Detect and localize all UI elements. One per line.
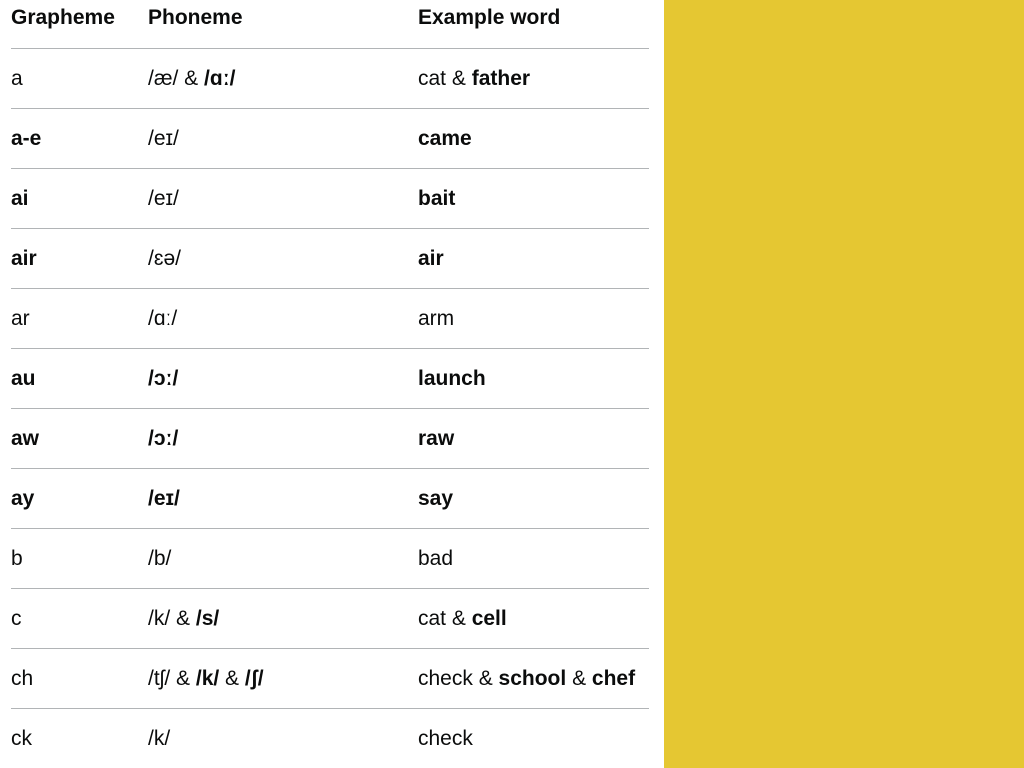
bold-text-segment: bait: [418, 186, 456, 210]
example-word-cell: [418, 589, 649, 649]
bold-text-segment: /ɔː/: [148, 366, 179, 390]
bold-text-segment: came: [418, 126, 472, 150]
grapheme-cell: [11, 109, 148, 169]
example-word-cell: [418, 289, 649, 349]
example-word-cell: [418, 649, 649, 709]
grapheme-cell: [11, 469, 148, 529]
example-word-cell: [418, 349, 649, 409]
text-segment: bad: [418, 546, 454, 570]
header-grapheme: Grapheme: [11, 6, 115, 29]
bold-text-segment: /ɑː/: [204, 66, 236, 90]
bold-text-segment: a-e: [11, 126, 42, 150]
text-segment: b: [11, 546, 23, 570]
grapheme-cell: [11, 349, 148, 409]
grapheme-cell: [11, 529, 148, 589]
table-row: [11, 289, 649, 349]
grapheme-cell: [11, 229, 148, 289]
text-segment: /ɛə/: [148, 246, 181, 270]
bold-text-segment: air: [418, 246, 444, 270]
phoneme-cell: [148, 109, 418, 169]
bold-text-segment: /ɔː/: [148, 426, 179, 450]
bold-text-segment: father: [471, 66, 531, 90]
text-segment: /k/: [148, 726, 171, 750]
bold-text-segment: cell: [471, 606, 507, 630]
grapheme-cell: [11, 649, 148, 709]
text-segment: arm: [418, 306, 455, 330]
example-word-cell: [418, 409, 649, 469]
bold-text-segment: raw: [418, 426, 455, 450]
grapheme-cell: [11, 169, 148, 229]
table-row: [11, 649, 649, 709]
table-row: [11, 169, 649, 229]
example-word-cell: [418, 229, 649, 289]
bold-text-segment: /s/: [195, 606, 220, 630]
text-segment: /tʃ/ &: [148, 666, 196, 690]
text-segment: check &: [418, 666, 499, 690]
table-row: [11, 529, 649, 589]
example-word-cell: [418, 469, 649, 529]
bold-text-segment: /k/: [195, 666, 220, 690]
table-row: [11, 409, 649, 469]
phoneme-cell: [148, 349, 418, 409]
text-segment: a: [11, 66, 23, 90]
table-row: [11, 349, 649, 409]
text-segment: /eɪ/: [148, 186, 179, 210]
table-row: [11, 709, 649, 768]
text-segment: ch: [11, 666, 34, 690]
table-row: [11, 469, 649, 529]
phoneme-cell: [148, 229, 418, 289]
bold-text-segment: /eɪ/: [148, 486, 180, 510]
grapheme-cell: [11, 49, 148, 109]
text-segment: &: [219, 666, 245, 690]
phoneme-cell: [148, 589, 418, 649]
bold-text-segment: school: [498, 666, 567, 690]
bold-text-segment: chef: [591, 666, 636, 690]
phoneme-cell: [148, 409, 418, 469]
table-row: [11, 49, 649, 109]
bold-text-segment: say: [418, 486, 454, 510]
example-word-cell: [418, 709, 649, 768]
phoneme-cell: [148, 709, 418, 768]
text-segment: cat &: [418, 606, 472, 630]
phoneme-cell: [148, 289, 418, 349]
phoneme-cell: [148, 469, 418, 529]
table-row: [11, 589, 649, 649]
header-phoneme: Phoneme: [148, 6, 243, 29]
table-body: [11, 49, 649, 768]
example-word-cell: [418, 169, 649, 229]
text-segment: /eɪ/: [148, 126, 179, 150]
bold-text-segment: ay: [11, 486, 35, 510]
text-segment: c: [11, 606, 22, 630]
text-segment: check: [418, 726, 473, 750]
text-segment: /b/: [148, 546, 172, 570]
text-segment: &: [566, 666, 592, 690]
bold-text-segment: ai: [11, 186, 29, 210]
header-row: [11, 0, 649, 49]
text-segment: /k/ &: [148, 606, 196, 630]
grapheme-cell: [11, 409, 148, 469]
text-segment: ar: [11, 306, 30, 330]
header-example-word: Example word: [418, 6, 561, 29]
example-word-cell: [418, 49, 649, 109]
example-word-cell: [418, 529, 649, 589]
phoneme-cell: [148, 649, 418, 709]
text-segment: /æ/ &: [148, 66, 205, 90]
bold-text-segment: au: [11, 366, 36, 390]
table-row: [11, 229, 649, 289]
example-word-cell: [418, 109, 649, 169]
text-segment: ck: [11, 726, 32, 750]
phoneme-cell: [148, 169, 418, 229]
bold-text-segment: air: [11, 246, 37, 270]
grapheme-cell: [11, 589, 148, 649]
bold-text-segment: /ʃ/: [244, 666, 264, 690]
bold-text-segment: aw: [11, 426, 40, 450]
phoneme-cell: [148, 49, 418, 109]
text-segment: /ɑː/: [148, 306, 178, 330]
text-segment: cat &: [418, 66, 472, 90]
yellow-side-panel: [664, 0, 1024, 768]
table-row: [11, 109, 649, 169]
table-header: [11, 0, 649, 49]
grapheme-phoneme-table: [11, 0, 649, 768]
phoneme-cell: [148, 529, 418, 589]
grapheme-cell: [11, 289, 148, 349]
bold-text-segment: launch: [418, 366, 486, 390]
grapheme-cell: [11, 709, 148, 768]
